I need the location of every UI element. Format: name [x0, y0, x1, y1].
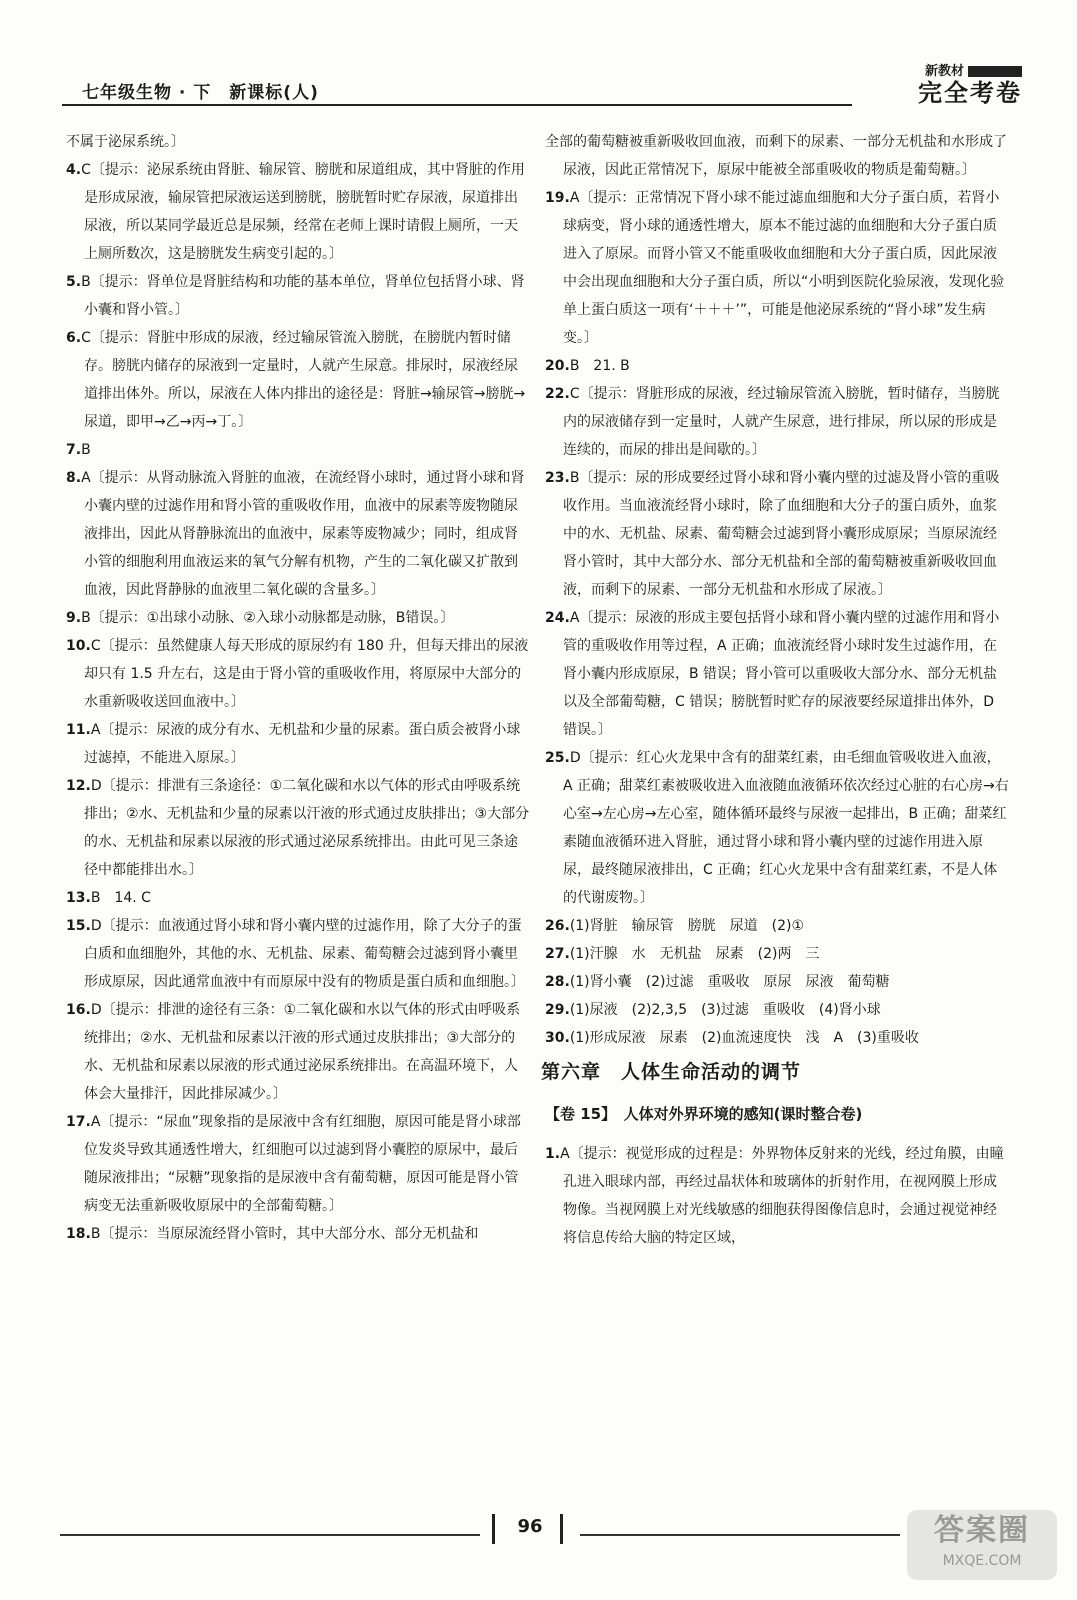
answer-item	[545, 184, 1010, 352]
watermark-text: 答案圈	[934, 1513, 1030, 1548]
answer-number: 5.	[66, 274, 82, 290]
answer-item	[66, 716, 531, 772]
brand-small-text: 新教材	[924, 64, 964, 79]
answer-item	[545, 128, 1010, 184]
answer-number: 23.	[545, 470, 570, 486]
answer-text: A〔提示：正常情况下肾小球不能过滤血细胞和大分子蛋白质，若肾小球病变，肾小球的通透性增大，原本不能过滤的血细胞和大分子蛋白质进入了原尿。而肾小管又不能重吸收血细胞和大分子蛋白质，因此尿液中会出现血细胞和大分子蛋白质，所以“小明到医院化验尿液，发现化验单上蛋白质这一项有‘＋＋＋’”，可能是他泌尿系统的“肾小球”发生病变。〕	[563, 190, 1005, 346]
answer-text: B〔提示：尿的形成要经过肾小球和肾小囊内壁的过滤及肾小管的重吸收作用。当血液流经肾小球时，除了血细胞和大分子的蛋白质外，血浆中的水、无机盐、尿素、葡萄糖会过滤到肾小囊形成原尿；当原尿流经肾小管时，其中大部分水、部分无机盐和全部的葡萄糖被重新吸收回血液，而剩下的尿素、一部分无机盐和水形成了尿液。〕	[563, 470, 1000, 598]
answer-item	[66, 1108, 531, 1220]
answer-text: C〔提示：泌尿系统由肾脏、输尿管、膀胱和尿道组成，其中肾脏的作用是形成尿液，输尿管把尿液运送到膀胱，膀胱暂时贮存尿液，尿道排出尿液，所以某同学最近总是尿频，经常在老师上课时请假上厕所，一天上厕所数次，这是膀胱发生病变引起的。〕	[81, 162, 525, 262]
footer-bar-right	[560, 1514, 563, 1544]
footer-bar-left	[492, 1514, 495, 1544]
right-answers	[545, 128, 1010, 1052]
answer-text: D〔提示：红心火龙果中含有的甜菜红素，由毛细血管吸收进入血液，A 正确；甜菜红素被吸收进入血液随血液循环依次经过心脏的右心房→右心室→左心房→左心室，随体循环最终与尿液一起排出，B 正确；甜菜红素随血液循环进入肾脏，通过肾小球和肾小囊内壁的过滤作用进入原尿，最终随尿液排出，C 正确；红心火龙果中含有甜菜红素，不是人体的代谢废物。〕	[563, 750, 1009, 906]
section-title: 【卷 15】 人体对外界环境的感知(课时整合卷)	[545, 1105, 863, 1123]
answer-text: A〔提示：视觉形成的过程是：外界物体反射来的光线，经过角膜，由瞳孔进入眼球内部，再经过晶状体和玻璃体的折射作用，在视网膜上形成物像。当视网膜上对光线敏感的细胞获得图像信息时，会通过视觉神经将信息传给大脑的特定区域，	[560, 1146, 1004, 1246]
answer-text: (1)肾脏 输尿管 膀胱 尿道 (2)①	[569, 918, 805, 934]
header-rule	[62, 104, 852, 106]
page-footer	[60, 1508, 1020, 1548]
answer-number: 16.	[66, 1002, 91, 1018]
watermark-url: MXQE.COM	[942, 1553, 1022, 1569]
answer-item	[545, 968, 1010, 996]
answer-number: 9.	[66, 610, 82, 626]
answer-item	[545, 352, 1010, 380]
answer-item	[545, 996, 1010, 1024]
answer-item	[545, 380, 1010, 464]
answer-number: 6.	[66, 330, 82, 346]
watermark-logo	[907, 1510, 1057, 1580]
answer-text: B〔提示：肾单位是肾脏结构和功能的基本单位，肾单位包括肾小球、肾小囊和肾小管。〕	[81, 274, 525, 318]
answer-item	[66, 156, 531, 268]
right-tail-answers	[545, 1140, 1010, 1252]
answer-number: 13.	[66, 890, 91, 906]
answer-number: 26.	[545, 918, 570, 934]
answer-item	[545, 604, 1010, 744]
answer-text: B〔提示：当原尿流经肾小管时，其中大部分水、部分无机盐和	[90, 1226, 479, 1242]
answer-number: 18.	[66, 1226, 91, 1242]
answer-text: B 14. C	[90, 890, 151, 906]
right-column	[541, 128, 1010, 1252]
answer-number: 30.	[545, 1030, 570, 1046]
answer-text: C〔提示：虽然健康人每天形成的原尿约有 180 升，但每天排出的尿液却只有 1.5 升左右，这是由于肾小管的重吸收作用，将原尿中大部分的水重新吸收送回血液中。〕	[84, 638, 529, 710]
answer-number: 10.	[66, 638, 91, 654]
answer-item	[66, 912, 531, 996]
answer-item	[66, 324, 531, 436]
answer-item	[66, 464, 531, 604]
answer-text: C〔提示：肾脏中形成的尿液，经过输尿管流入膀胱，在膀胱内暂时储存。膀胱内储存的尿液到一定量时，人就产生尿意。排尿时，尿液经尿道排出体外。所以，尿液在人体内排出的途径是：肾脏→输尿管→膀胱→尿道，即甲→乙→丙→丁。〕	[81, 330, 526, 430]
answer-number: 20.	[545, 358, 570, 374]
answer-text: (1)尿液 (2)2,3,5 (3)过滤 重吸收 (4)肾小球	[569, 1002, 881, 1018]
answer-text: A〔提示：“尿血”现象指的是尿液中含有红细胞，原因可能是肾小球部位发炎导致其通透性增大，红细胞可以过滤到肾小囊腔的原尿中，最后随尿液排出；“尿糖”现象指的是尿液中含有葡萄糖，原因可能是肾小管病变无法重新吸收原尿中的全部葡萄糖。〕	[84, 1114, 521, 1214]
answer-item	[66, 436, 531, 464]
answer-item	[66, 884, 531, 912]
answer-number: 1.	[545, 1146, 561, 1162]
answer-number: 27.	[545, 946, 570, 962]
answer-number: 4.	[66, 162, 82, 178]
brand-logo	[862, 60, 1022, 107]
answer-item	[545, 912, 1010, 940]
chapter-title: 第六章 人体生命活动的调节	[541, 1061, 802, 1083]
answer-item	[66, 772, 531, 884]
answer-text: (1)汗腺 水 无机盐 尿素 (2)两 三	[569, 946, 820, 962]
answer-number: 11.	[66, 722, 91, 738]
answer-text: B〔提示：①出球小动脉、②入球小动脉都是动脉，B错误。〕	[81, 610, 455, 626]
answer-text: 全部的葡萄糖被重新吸收回血液，而剩下的尿素、一部分无机盐和水形成了尿液，因此正常情况下，原尿中能被全部重吸收的物质是葡萄糖。〕	[545, 134, 1007, 178]
answer-item	[545, 1024, 1010, 1052]
answer-item	[66, 268, 531, 324]
answer-number: 8.	[66, 470, 82, 486]
answer-item	[545, 744, 1010, 912]
answer-item	[545, 464, 1010, 604]
answer-number: 29.	[545, 1002, 570, 1018]
header-title: 七年级生物 · 下 新课标(人)	[82, 83, 319, 103]
answer-item	[66, 632, 531, 716]
answer-number: 22.	[545, 386, 570, 402]
answer-number: 25.	[545, 750, 570, 766]
answer-text: A〔提示：尿液的成分有水、无机盐和少量的尿素。蛋白质会被肾小球过滤掉，不能进入原尿。〕	[84, 722, 521, 766]
answer-number: 24.	[545, 610, 570, 626]
answer-text: C〔提示：肾脏形成的尿液，经过输尿管流入膀胱，暂时储存，当膀胱内的尿液储存到一定量时，人就产生尿意，进行排尿，所以尿的形成是连续的，而尿的排出是间歇的。〕	[563, 386, 1000, 458]
left-column	[66, 128, 531, 1248]
page-number: 96	[517, 1516, 543, 1537]
answer-text: D〔提示：排泄的途径有三条：①二氧化碳和水以气体的形式由呼吸系统排出；②水、无机盐和尿素以汗液的形式通过皮肤排出；③大部分的水、无机盐和尿素以尿液的形式通过泌尿系统排出。在高温环境下，人体会大量排汗，因此排尿减少。〕	[84, 1002, 521, 1102]
answer-number: 7.	[66, 442, 82, 458]
answer-text: D〔提示：血液通过肾小球和肾小囊内壁的过滤作用，除了大分子的蛋白质和血细胞外，其他的水、无机盐、尿素、葡萄糖会过滤到肾小囊里形成原尿，因此通常血液中有而原尿中没有的物质是蛋白质和血细胞。〕	[84, 918, 525, 990]
footer-rule-left	[60, 1534, 480, 1536]
answer-item	[66, 1220, 531, 1248]
answer-number: 15.	[66, 918, 91, 934]
answer-number: 17.	[66, 1114, 91, 1130]
answer-item	[545, 940, 1010, 968]
answer-item	[66, 128, 531, 156]
answer-number: 19.	[545, 190, 570, 206]
answer-text: (1)形成尿液 尿素 (2)血流速度快 浅 A (3)重吸收	[569, 1030, 919, 1046]
answer-text: B	[81, 442, 91, 458]
footer-rule-right	[580, 1534, 900, 1536]
answer-item	[545, 1140, 1010, 1252]
brand-big-text: 完全考卷	[918, 79, 1022, 107]
brand-bar	[968, 66, 1022, 77]
answer-text: B 21. B	[569, 358, 630, 374]
answer-text: (1)肾小囊 (2)过滤 重吸收 原尿 尿液 葡萄糖	[569, 974, 890, 990]
answer-text: A〔提示：从肾动脉流入肾脏的血液，在流经肾小球时，通过肾小球和肾小囊内壁的过滤作用和肾小管的重吸收作用，血液中的尿素等废物随尿液排出，因此从肾静脉流出的血液中，尿素等废物减少；同时，组成肾小管的细胞利用血液运来的氧气分解有机物，产生的二氧化碳又扩散到血液，因此肾静脉的血液里二氧化碳的含量多。〕	[81, 470, 525, 598]
page-header	[62, 60, 1022, 110]
answer-text: 不属于泌尿系统。〕	[66, 134, 185, 150]
answer-text: D〔提示：排泄有三条途径：①二氧化碳和水以气体的形式由呼吸系统排出；②水、无机盐和少量的尿素以汗液的形式通过皮肤排出；③大部分的水、无机盐和尿素以尿液的形式通过泌尿系统排出。由此可见三条途径中都能排出水。〕	[84, 778, 530, 878]
answer-item	[66, 996, 531, 1108]
answer-number: 28.	[545, 974, 570, 990]
answer-item	[66, 604, 531, 632]
answer-number: 12.	[66, 778, 91, 794]
answer-text: A〔提示：尿液的形成主要包括肾小球和肾小囊内壁的过滤作用和肾小管的重吸收作用等过程，A 正确；血液流经肾小球时发生过滤作用，在肾小囊内形成原尿，B 错误；肾小管可以重吸收大部分水、部分无机盐以及全部葡萄糖，C 错误；膀胱暂时贮存的尿液要经尿道排出体外，D 错误。〕	[563, 610, 1000, 738]
